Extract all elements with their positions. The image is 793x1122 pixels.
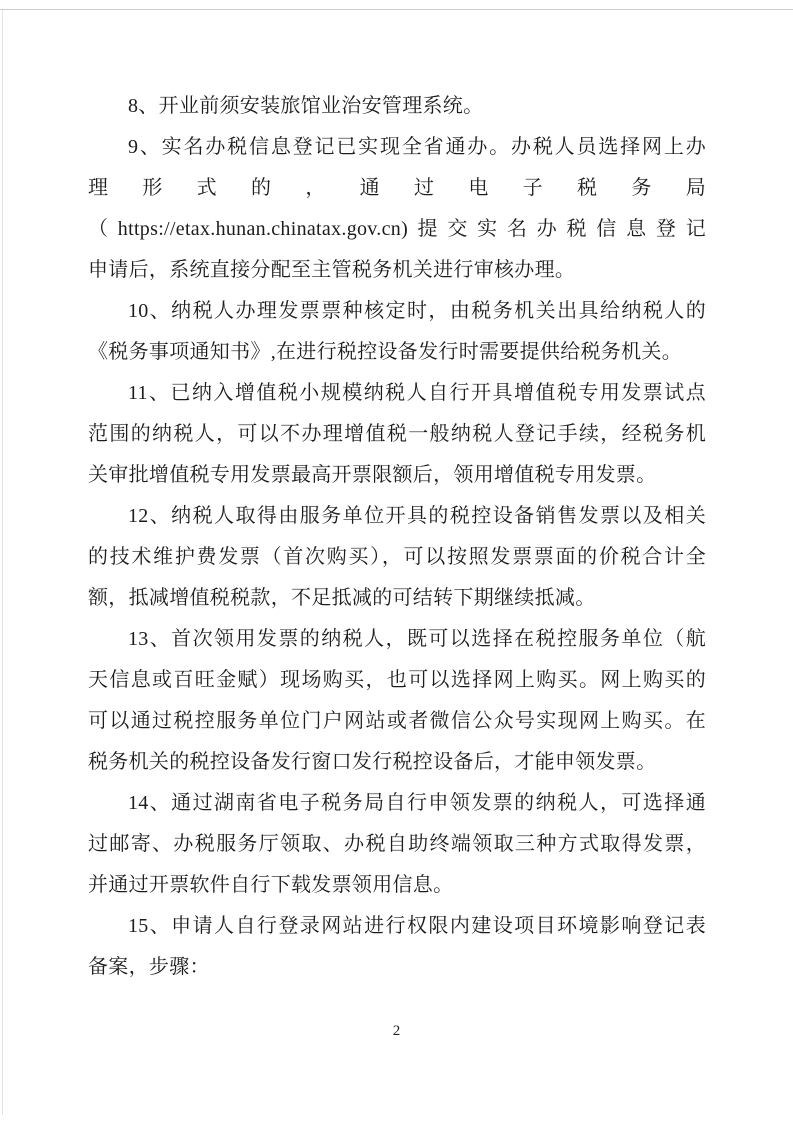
text-line: 14、通过湖南省电子税务局自行申领发票的纳税人，可选择通 [128, 792, 706, 814]
text-line: 过邮寄、办税服务厅领取、办税自助终端领取三种方式取得发票， [88, 833, 706, 855]
text-line: 的技术维护费发票（首次购买），可以按照发票票面的价税合计全 [88, 546, 706, 568]
text-line: （https://etax.hunan.chinatax.gov.cn)提交实名办税信息登记 [88, 218, 706, 240]
text-line: 天信息或百旺金赋）现场购买，也可以选择网上购买。网上购买的 [88, 669, 706, 691]
text-line: 15、申请人自行登录网站进行权限内建设项目环境影响登记表 [128, 915, 706, 937]
paragraph [88, 373, 706, 496]
text-line: 11、已纳入增值税小规模纳税人自行开具增值税专用发票试点 [128, 382, 706, 404]
paragraph [88, 783, 706, 906]
text-line: 范围的纳税人，可以不办理增值税一般纳税人登记手续，经税务机 [88, 423, 706, 445]
paragraph [88, 496, 706, 619]
page-number: 2 [392, 1023, 401, 1039]
text-line: 9、实名办税信息登记已实现全省通办。办税人员选择网上办 [128, 136, 706, 158]
text-line: 12、纳税人取得由服务单位开具的税控设备销售发票以及相关 [128, 505, 706, 527]
page-top-edge-line [0, 9, 793, 10]
paragraph [88, 291, 706, 373]
text-line: 额，抵减增值税税款，不足抵减的可结转下期继续抵减。 [88, 587, 596, 609]
text-line: 备案，步骤： [88, 956, 210, 978]
text-line: 税务机关的税控设备发行窗口发行税控设备后，才能申领发票。 [88, 751, 657, 773]
page-left-edge-line [2, 10, 3, 1115]
text-line: 申请后，系统直接分配至主管税务机关进行审核办理。 [88, 259, 576, 281]
paragraph [88, 619, 706, 783]
text-line: 10、纳税人办理发票票种核定时，由税务机关出具给纳税人的 [128, 300, 706, 322]
paragraph [88, 86, 706, 127]
document-body [88, 86, 706, 988]
text-line: 关审批增值税专用发票最高开票限额后，领用增值税专用发票。 [88, 464, 657, 486]
text-line: 可以通过税控服务单位门户网站或者微信公众号实现网上购买。在 [88, 710, 706, 732]
paragraph [88, 127, 706, 291]
text-line: 理形式的，通过电子税务局 [88, 177, 706, 199]
paragraph [88, 906, 706, 988]
text-line: 并通过开票软件自行下载发票领用信息。 [88, 874, 454, 896]
text-line: 《税务事项通知书》,在进行税控设备发行时需要提供给税务机关。 [88, 341, 682, 363]
text-line: 8、开业前须安装旅馆业治安管理系统。 [128, 95, 484, 117]
text-line: 13、首次领用发票的纳税人，既可以选择在税控服务单位（航 [128, 628, 706, 650]
